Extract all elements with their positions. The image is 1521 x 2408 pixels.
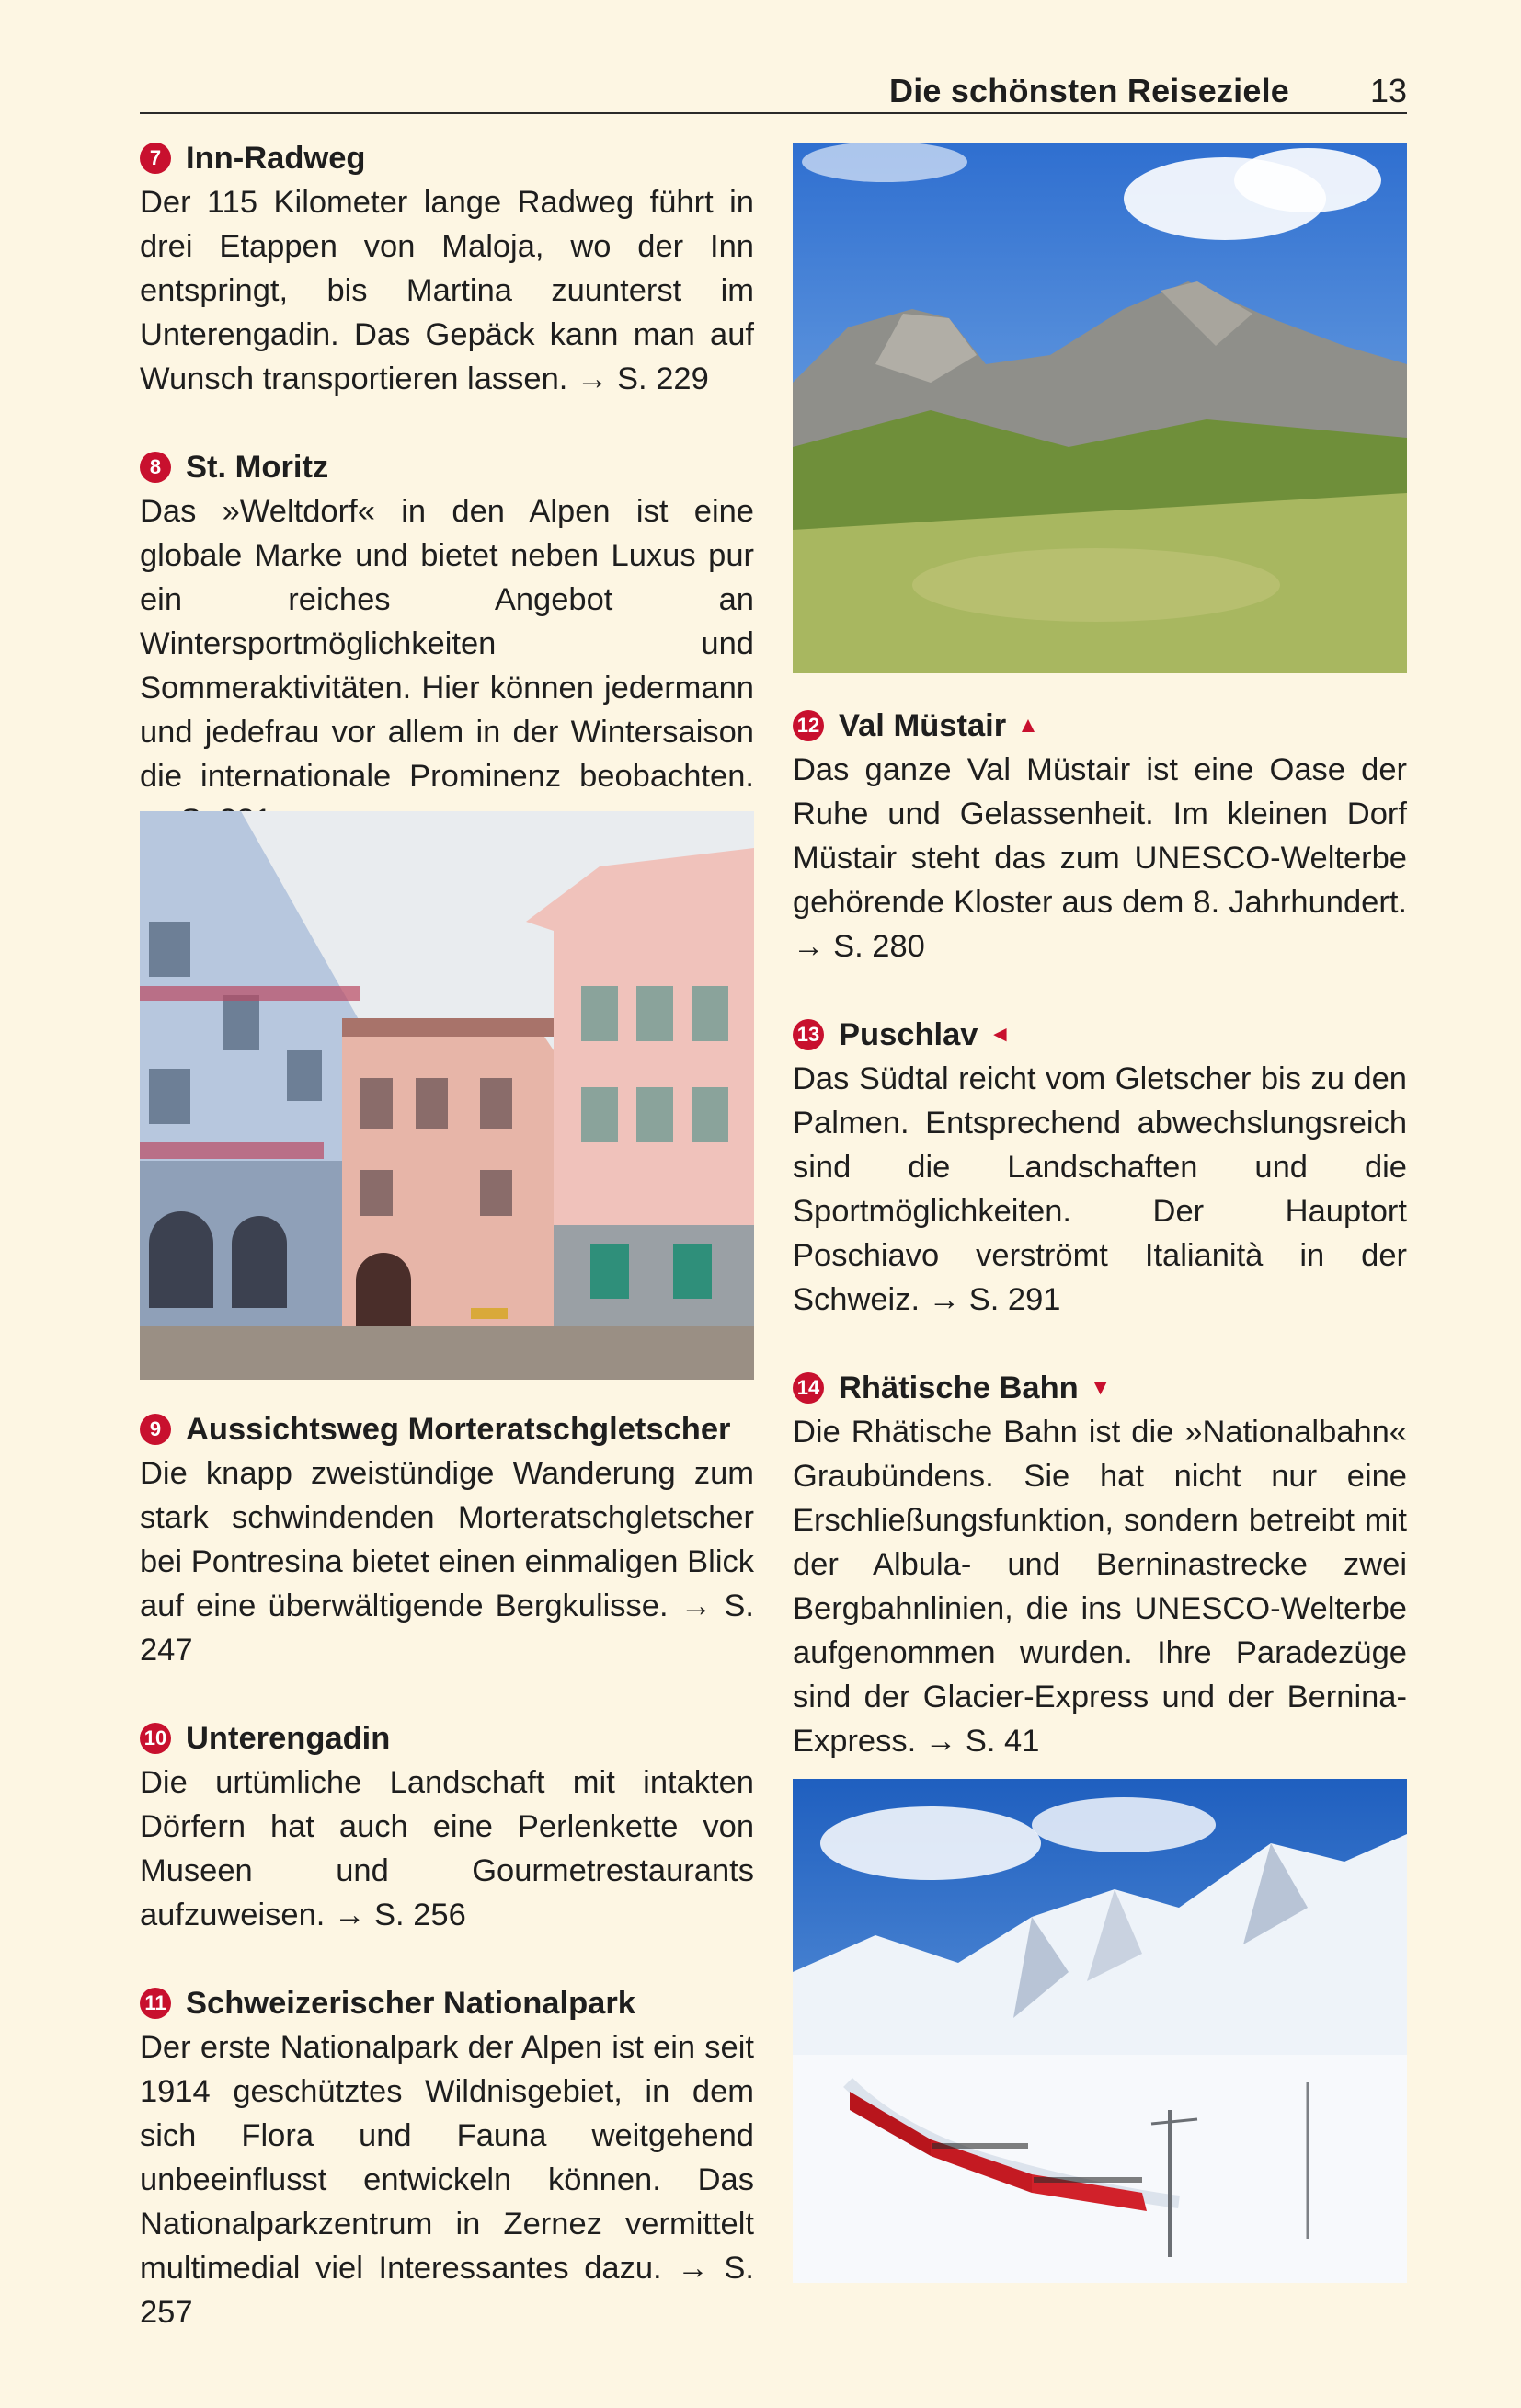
entry-body: Der erste Nationalpark der Alpen ist ein seit 1914 geschütztes Wildnisgebiet, in dem sich Flora und Fauna weitgehend unbeeinflusst entwickeln können. Das Nationalparkzentrum in Zernez vermittelt multimedial viel Interessantes dazu. → S. 257 (140, 2030, 754, 2330)
entry-title: Unterengadin (186, 1721, 391, 1756)
entry-val-muestair (793, 704, 1407, 969)
photo-village-square (140, 811, 754, 1380)
running-header (140, 64, 1407, 114)
entry-number-badge: 14 (793, 1372, 824, 1404)
running-head-title: Die schönsten Reiseziele (889, 72, 1289, 109)
entry-title: Rhätische Bahn (839, 1370, 1079, 1405)
photo-mountain-meadow (793, 143, 1407, 673)
entry-number-badge: 9 (140, 1414, 171, 1445)
entry-number-badge: 8 (140, 452, 171, 483)
entry-nationalpark (140, 1981, 754, 2334)
left-column-lower (140, 1407, 754, 2334)
entry-st-moritz (140, 445, 754, 843)
entry-title: Puschlav (839, 1017, 978, 1052)
entry-number-badge: 11 (140, 1988, 171, 2019)
photo-snow-train (793, 1779, 1407, 2283)
page-number: 13 (1369, 72, 1407, 109)
entry-number-badge: 10 (140, 1723, 171, 1754)
entry-unterengadin (140, 1716, 754, 1937)
map-direction-up-icon: ▲ (1017, 713, 1039, 738)
entry-body: Die Rhätische Bahn ist die »Nationalbahn« Graubündens. Sie hat nicht nur eine Erschließungsfunktion, sondern betreibt mit der Albula- und Berninastrecke zwei Bergbahnlinien, die ins UNESCO-Welterbe aufgenommen wurden. Ihre Paradezüge sind der Glacier-Express und der Bernina-Express. → S. 41 (793, 1415, 1407, 1759)
right-column (793, 704, 1407, 1763)
entry-puschlav (793, 1013, 1407, 1322)
entry-number-badge: 7 (140, 143, 171, 174)
entry-title: St. Moritz (186, 450, 329, 485)
entry-body: Das Südtal reicht vom Gletscher bis zu den Palmen. Entsprechend abwechslungsreich sind die Landschaften und die Sportmöglichkeiten. Der Hauptort Poschiavo verströmt Italianità in der Schweiz. → S. 291 (793, 1061, 1407, 1317)
left-column (140, 136, 754, 843)
entry-title: Inn-Radweg (186, 141, 366, 176)
entry-number-badge: 13 (793, 1019, 824, 1050)
entry-body: Die urtümliche Landschaft mit intakten Dörfern hat auch eine Perlenkette von Museen und Gourmetrestaurants aufzuweisen. → S. 256 (140, 1765, 754, 1932)
entry-title: Schweizerischer Nationalpark (186, 1986, 635, 2021)
map-direction-left-icon: ◄ (989, 1022, 1012, 1047)
entry-title: Aussichtsweg Morteratschgletscher (186, 1412, 731, 1447)
entry-body: Das »Weltdorf« in den Alpen ist eine globale Marke und bietet neben Luxus pur ein reiches Angebot an Wintersportmöglichkeiten und Sommeraktivitäten. Hier können jedermann und jedefrau vor allem in der Wintersaison die internationale Prominenz beobachten. (140, 494, 754, 794)
entry-inn-radweg (140, 136, 754, 401)
entry-body: Die knapp zweistündige Wanderung zum stark schwindenden Morteratschgletscher bei Pontresina bietet einen einmaligen Blick auf eine überwältigende Bergkulisse. → S. 247 (140, 1456, 754, 1668)
entry-morteratsch (140, 1407, 754, 1672)
entry-title: Val Müstair (839, 708, 1007, 743)
entry-body: Das ganze Val Müstair ist eine Oase der Ruhe und Gelassenheit. Im kleinen Dorf Müstair steht das zum UNESCO-Welterbe gehörende Kloster aus dem 8. Jahrhundert. → S. 280 (793, 752, 1407, 964)
entry-rhaetische-bahn (793, 1366, 1407, 1763)
entry-body: Der 115 Kilometer lange Radweg führt in drei Etappen von Maloja, wo der Inn entspringt, bis Martina zuunterst im Unterengadin. Das Gepäck kann man auf Wunsch transportieren lassen. → S. 229 (140, 185, 754, 396)
entry-number-badge: 12 (793, 710, 824, 741)
map-direction-down-icon: ▼ (1089, 1375, 1112, 1400)
